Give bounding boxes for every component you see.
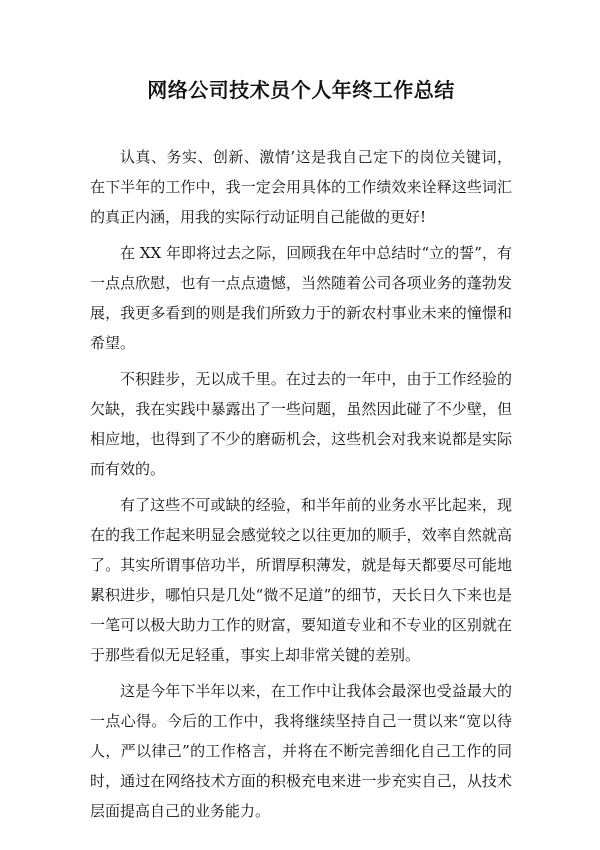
document-title: 网络公司技术员个人年终工作总结 bbox=[147, 78, 455, 102]
paragraph-2: 在 XX 年即将过去之际，回顾我在年中总结时“立的誓”，有一点点欣慰，也有一点点遗憾，当然随着公司各项业务的蓬勃发展，我更多看到的则是我们所致力于的新农村事业未来的憧憬和希望。 bbox=[90, 244, 512, 352]
paragraph-4: 有了这些不可或缺的经验，和半年前的业务水平比起来，现在的我工作起来明显会感觉较之以往更加的顺手，效率自然就高了。其实所谓事倍功半，所谓厚积薄发，就是每天都要尽可能地累积进步，哪怕只是几处“微不足道”的细节，天长日久下来也是一笔可以极大助力工作的财富，要知道专业和不专业的区别就在于那些看似无足轻重，事实上却非常关键的差别。 bbox=[90, 496, 512, 664]
paragraph-3: 不积跬步，无以成千里。在过去的一年中，由于工作经验的欠缺，我在实践中暴露出了一些问题，虽然因此碰了不少壁，但相应地，也得到了不少的磨砺机会，这些机会对我来说都是实际而有效的。 bbox=[90, 370, 512, 478]
paragraph-5: 这是今年下半年以来，在工作中让我体会最深也受益最大的一点心得。今后的工作中，我将继续坚持自己一贯以来“宽以待人，严以律己”的工作格言，并将在不断完善细化自己工作的同时，通过在网络技术方面的积极充电来进一步充实自己，从技术层面提高自己的业务能力。 bbox=[90, 682, 512, 820]
paragraph-1: 认真、务实、创新、激情’这是我自己定下的岗位关键词，在下半年的工作中，我一定会用具体的工作绩效来诠释这些词汇的真正内涵，用我的实际行动证明自己能做的更好! bbox=[90, 148, 512, 226]
